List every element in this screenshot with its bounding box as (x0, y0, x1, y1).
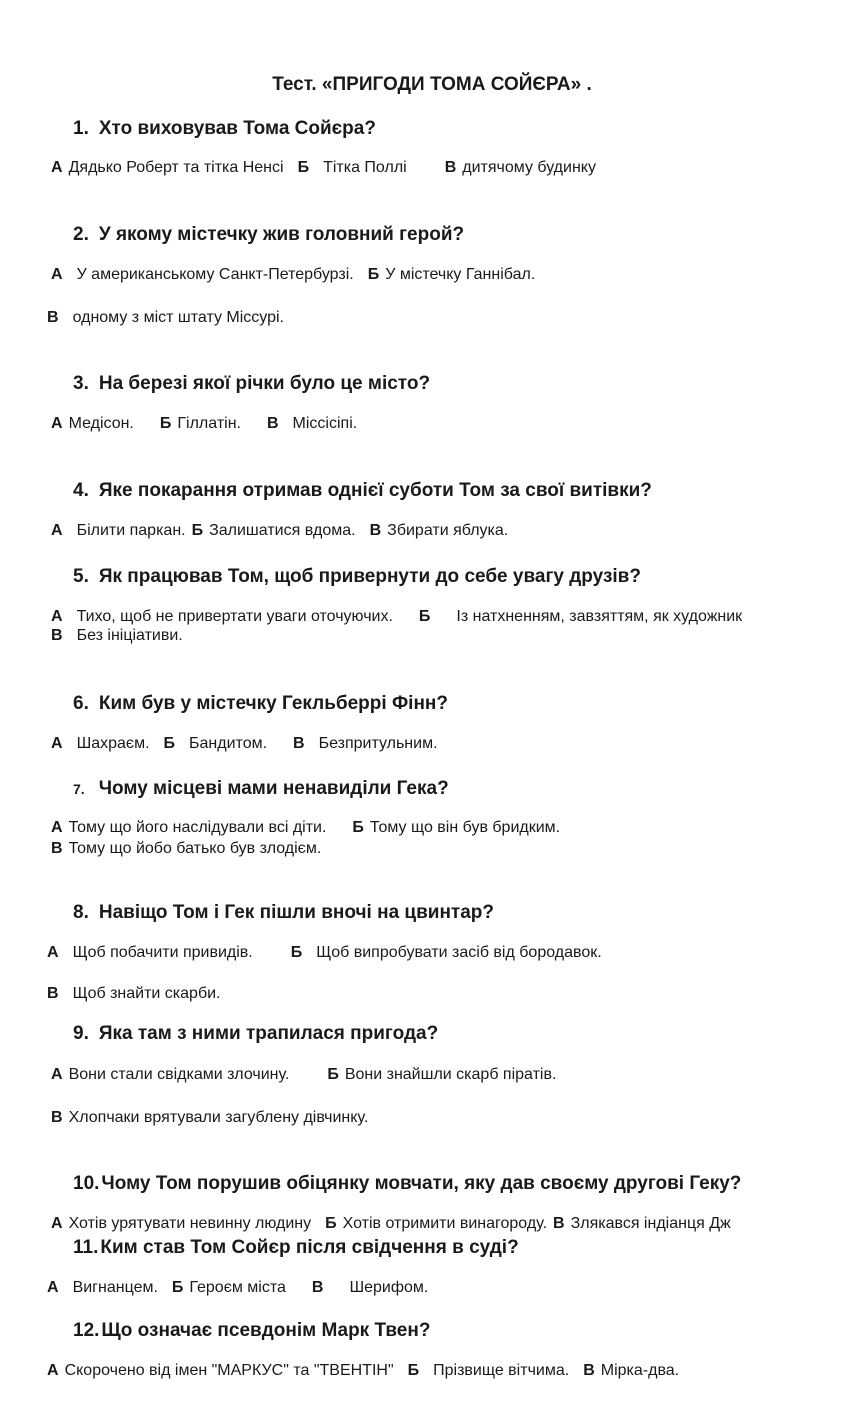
question-text: Як працював Том, щоб привернути до себе увагу друзів? (98, 566, 641, 587)
answers-line (51, 159, 596, 177)
question-4 (73, 480, 652, 502)
answer-text: Героєм міста (189, 1279, 286, 1296)
answer-text: Дядько Роберт та тітка Ненсі (68, 159, 284, 176)
question-8 (73, 902, 494, 924)
answer-letter: Б (297, 159, 310, 176)
question-number: 11. (73, 1237, 99, 1258)
answer-text: Прізвище вітчима. (433, 1362, 570, 1379)
answer-text: У містечку Ганнібал. (385, 266, 536, 283)
question-5 (73, 566, 641, 588)
answer-letter: Б (163, 735, 176, 752)
question-12 (73, 1320, 430, 1342)
answer-text: Скорочено від імен "МАРКУС" та "ТВЕНТІН" (64, 1362, 394, 1379)
answer-text: Тихо, щоб не привертати уваги оточуючих. (76, 608, 393, 625)
answer-letter: А (47, 944, 59, 961)
answer-text: Вони стали свідками злочину. (68, 1066, 290, 1083)
answers-line (47, 944, 602, 962)
answer-letter: В (444, 159, 457, 176)
answer-text: Безпритульним. (318, 735, 438, 752)
answers-line (51, 1109, 368, 1127)
answer-letter: А (51, 266, 63, 283)
answer-letter: А (51, 819, 63, 836)
question-1 (73, 118, 376, 140)
question-number: 2. (73, 224, 89, 245)
answers-line (51, 840, 321, 858)
answers-line (51, 819, 560, 837)
answer-text: Мірка-два. (600, 1362, 680, 1379)
answer-letter: В (266, 415, 279, 432)
question-2 (73, 224, 464, 246)
question-7 (73, 778, 449, 800)
question-text: На березі якої річки було це місто? (98, 373, 431, 394)
question-9 (73, 1023, 438, 1045)
answer-text: дитячому будинку (462, 159, 596, 176)
answer-text: Хотів отримити винагороду. (342, 1215, 548, 1232)
answer-text: Гіллатін. (177, 415, 241, 432)
answer-text: Хотів урятувати невинну людину (68, 1215, 312, 1232)
answer-letter: А (47, 1362, 59, 1379)
answer-letter: А (51, 415, 63, 432)
answer-text: У американському Санкт-Петербурзі. (76, 266, 354, 283)
question-text: Ким був у містечку Гекльберрі Фінн? (98, 693, 449, 714)
answer-letter: А (51, 735, 63, 752)
answer-letter: Б (191, 522, 204, 539)
answers-line (51, 415, 357, 433)
question-6 (73, 693, 448, 715)
answer-text: Щоб знайти скарби. (72, 985, 221, 1002)
question-3 (73, 373, 430, 395)
question-10 (73, 1173, 741, 1195)
answer-letter: А (47, 1279, 59, 1296)
answers-line (51, 1066, 556, 1084)
answers-line (47, 985, 220, 1003)
answer-letter: Б (352, 819, 364, 836)
answer-letter: Б (171, 1279, 184, 1296)
question-number: 9. (73, 1023, 89, 1044)
answer-letter: Б (325, 1215, 337, 1232)
answer-letter: А (51, 1215, 63, 1232)
answer-text: Без ініціативи. (76, 627, 183, 644)
answer-text: Залишатися вдома. (209, 522, 356, 539)
answer-text: Білити паркан. (76, 522, 186, 539)
answer-letter: Б (159, 415, 172, 432)
answers-line (47, 309, 284, 327)
answer-letter: А (51, 159, 63, 176)
answer-letter: Б (290, 944, 303, 961)
answer-letter: А (51, 608, 63, 625)
answer-letter: В (293, 735, 305, 752)
question-text: Чому місцеві мами ненавиділи Гека? (98, 778, 449, 799)
question-number: 1. (73, 118, 89, 139)
question-number: 12. (73, 1320, 100, 1341)
answers-line (51, 522, 508, 540)
question-number: 10. (73, 1173, 100, 1194)
answers-line (51, 266, 535, 284)
question-number: 6. (73, 693, 89, 714)
answer-text: Щоб побачити привидів. (72, 944, 253, 961)
answer-letter: Б (367, 266, 380, 283)
answer-text: Із натхненням, завзяттям, як художник (456, 608, 743, 625)
question-number: 5. (73, 566, 89, 587)
question-text: Чому Том порушив обіцянку мовчати, яку дав своєму другові Геку? (101, 1173, 742, 1194)
answer-letter: Б (407, 1362, 420, 1379)
answer-text: одному з міст штату Міссурі. (72, 309, 284, 326)
page-title: Тест. «ПРИГОДИ ТОМА СОЙЄРА» . (272, 74, 592, 95)
answer-letter: А (51, 1066, 63, 1083)
answers-line (51, 735, 438, 753)
question-11 (73, 1237, 519, 1259)
question-text: Що означає псевдонім Марк Твен? (101, 1320, 431, 1341)
answer-letter: В (311, 1279, 324, 1296)
question-number: 4. (73, 480, 89, 501)
answer-letter: В (51, 840, 63, 857)
answer-text: Збирати яблука. (387, 522, 509, 539)
answer-text: Бандитом. (189, 735, 268, 752)
question-text: Яка там з ними трапилася пригода? (98, 1023, 439, 1044)
answer-text: Міссісіпі. (292, 415, 358, 432)
answer-letter: В (51, 1109, 63, 1126)
answer-text: Злякався індіанця Дж (570, 1215, 731, 1232)
answer-text: Шерифом. (349, 1279, 429, 1296)
question-text: Навіщо Том і Гек пішли вночі на цвинтар? (98, 902, 495, 923)
answer-text: Хлопчаки врятували загублену дівчинку. (68, 1109, 369, 1126)
answer-letter: А (51, 522, 63, 539)
answers-line (51, 608, 742, 626)
question-text: Ким став Том Сойєр після свідчення в суді? (100, 1237, 519, 1258)
answer-text: Тітка Поллі (323, 159, 407, 176)
question-text: Яке покарання отримав однієї суботи Том за свої витівки? (98, 480, 652, 501)
answer-text: Щоб випробувати засіб від бородавок. (316, 944, 602, 961)
answer-letter: В (47, 985, 59, 1002)
answer-letter: В (583, 1362, 595, 1379)
question-text: У якому містечку жив головний герой? (98, 224, 465, 245)
answer-letter: Б (418, 608, 431, 625)
answer-letter: Б (327, 1066, 339, 1083)
answer-letter: В (51, 627, 63, 644)
answer-text: Тому що він був бридким. (369, 819, 561, 836)
answer-text: Тому що йобо батько був злодієм. (68, 840, 322, 857)
answer-letter: В (47, 309, 59, 326)
answer-text: Тому що його наслідували всі діти. (68, 819, 327, 836)
answers-line (51, 1215, 731, 1233)
answers-line (47, 1279, 428, 1297)
answer-letter: В (369, 522, 382, 539)
answers-line (47, 1362, 679, 1380)
answer-text: Вигнанцем. (72, 1279, 158, 1296)
answer-text: Медісон. (68, 415, 134, 432)
question-number: 3. (73, 373, 89, 394)
question-number: 8. (73, 902, 89, 923)
answer-letter: В (553, 1215, 565, 1232)
question-text: Хто виховував Тома Сойєра? (98, 118, 376, 139)
answer-text: Шахраєм. (76, 735, 150, 752)
answers-line (51, 627, 183, 645)
answer-text: Вони знайшли скарб піратів. (344, 1066, 557, 1083)
question-number: 7. (73, 781, 85, 797)
